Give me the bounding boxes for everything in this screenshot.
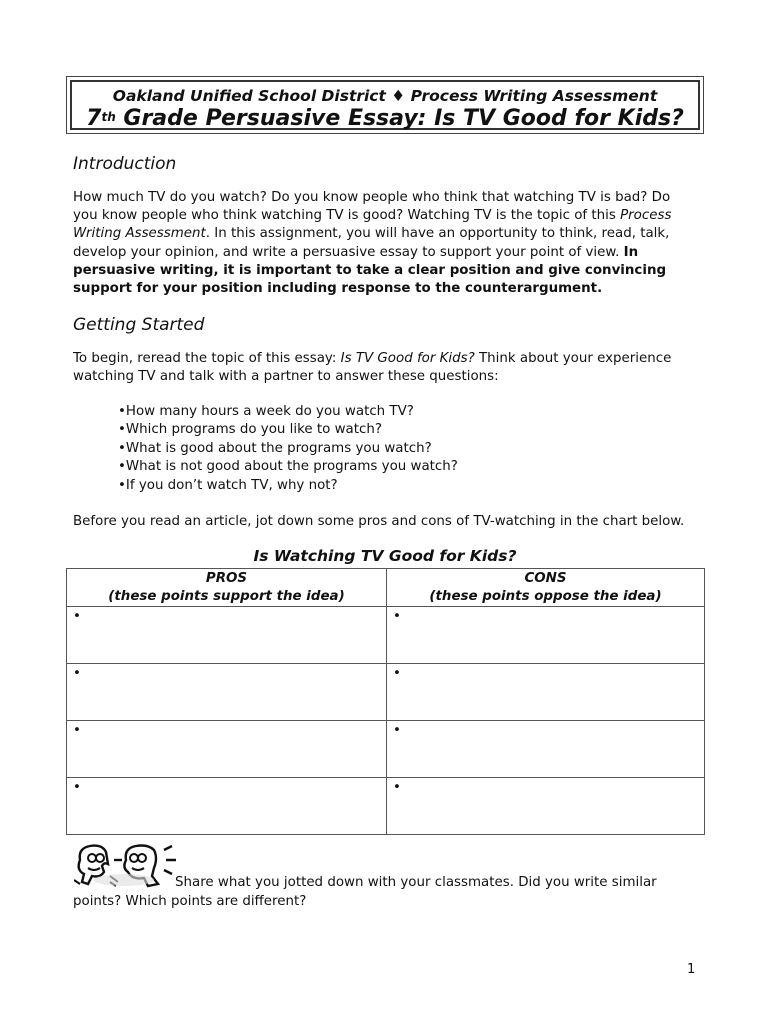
- introduction-paragraph: [73, 189, 693, 298]
- chart-row: [67, 607, 705, 664]
- question-item: • If you don’t watch TV, why not?: [118, 477, 458, 495]
- pros-cell[interactable]: •: [67, 607, 387, 664]
- cons-cell[interactable]: •: [387, 778, 705, 835]
- question-list: [118, 403, 458, 495]
- gs-text-1: To begin, reread the topic of this essay:: [73, 351, 341, 366]
- title-box: [66, 76, 704, 134]
- title-box-inner: [70, 80, 700, 130]
- district-line: Oakland Unified School District ♦ Process Writing Assessment: [112, 87, 658, 105]
- chart-row: [67, 721, 705, 778]
- pros-header: [67, 569, 387, 607]
- cons-subtitle: (these points oppose the idea): [429, 589, 662, 604]
- getting-started-heading: Getting Started: [73, 315, 205, 335]
- pros-title: PROS: [205, 571, 248, 586]
- essay-title-text: Grade Persuasive Essay: Is TV Good for Kids?: [115, 106, 684, 131]
- cons-cell[interactable]: •: [387, 664, 705, 721]
- essay-title: [72, 106, 698, 132]
- chart-row: [67, 664, 705, 721]
- grade-number: 7: [86, 106, 102, 131]
- pros-cell[interactable]: •: [67, 778, 387, 835]
- intro-text-1: How much TV do you watch? Do you know people who think that watching TV is bad? Do you know people who think watching TV is good? Watching TV is the topic of this: [73, 190, 671, 224]
- intro-bold: In persuasive writing, it is important to take a clear position and give convincing support for your position including response to the counterargument.: [73, 244, 667, 297]
- gs-italic: Is TV Good for Kids?: [340, 351, 475, 366]
- question-item: • How many hours a week do you watch TV?: [118, 403, 458, 421]
- getting-started-paragraph: [73, 350, 693, 386]
- intro-italic: Process Writing Assessment: [73, 208, 672, 242]
- pros-cell[interactable]: •: [67, 664, 387, 721]
- chart-title: Is Watching TV Good for Kids?: [253, 547, 517, 565]
- cons-title: CONS: [524, 571, 567, 586]
- pros-cons-chart: [66, 568, 705, 835]
- question-item: • What is good about the programs you watch?: [118, 440, 458, 458]
- question-item: • What is not good about the programs you watch?: [118, 458, 458, 476]
- introduction-heading: Introduction: [73, 154, 177, 174]
- before-reading-paragraph: Before you read an article, jot down some pros and cons of TV-watching in the chart below.: [73, 514, 685, 529]
- grade-superscript: th: [101, 110, 116, 124]
- share-text: Share what you jotted down with your classmates. Did you write similar points? Which points are different?: [73, 875, 657, 909]
- gs-text-2: Think about your experience watching TV and talk with a partner to answer these questions:: [73, 351, 672, 385]
- pros-subtitle: (these points support the idea): [108, 589, 345, 604]
- chart-row: [67, 778, 705, 835]
- cons-cell[interactable]: •: [387, 607, 705, 664]
- share-instructions: [73, 874, 693, 911]
- page-number: 1: [687, 962, 696, 977]
- cons-cell[interactable]: •: [387, 721, 705, 778]
- cons-header: [387, 569, 705, 607]
- intro-text-2: . In this assignment, you will have an opportunity to think, read, talk, develop your opinion, and write a persuasive essay to support your point of view.: [73, 226, 670, 260]
- question-item: • Which programs do you like to watch?: [118, 421, 458, 439]
- chart-header-row: [67, 569, 705, 607]
- pros-cell[interactable]: •: [67, 721, 387, 778]
